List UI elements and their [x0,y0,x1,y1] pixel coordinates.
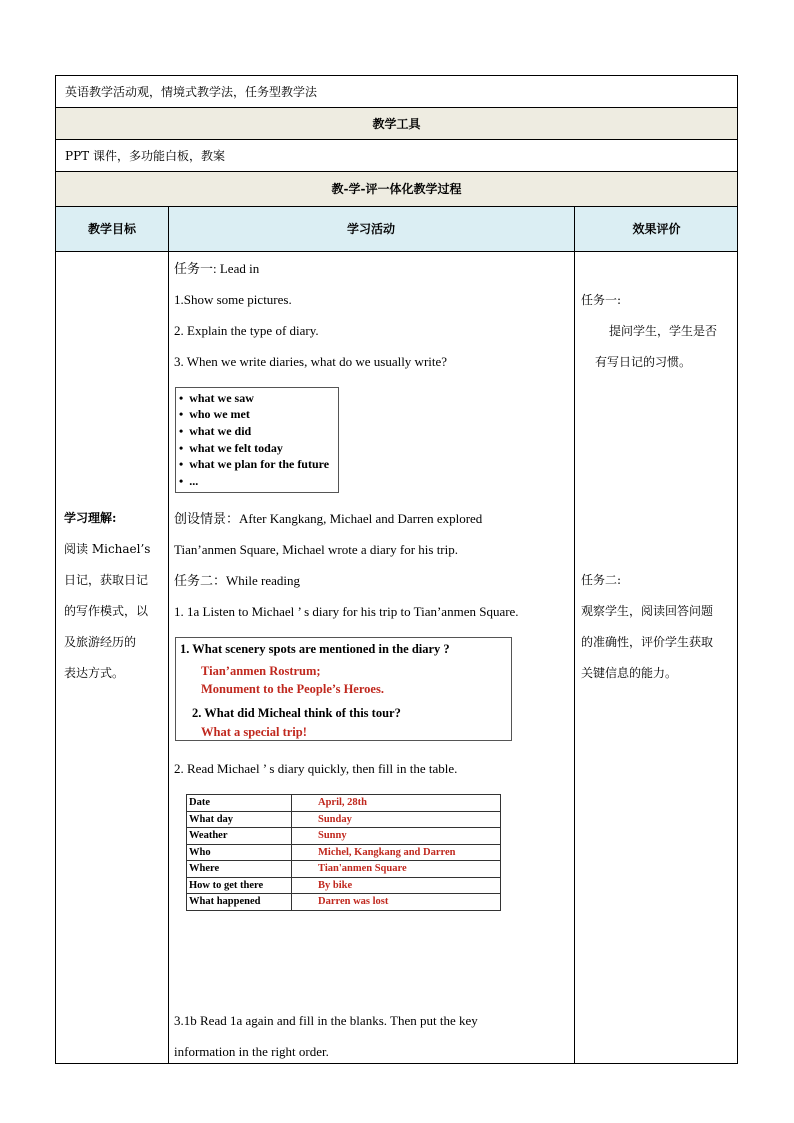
activity-column-header: 学习活动 [346,222,395,236]
eval-text: 关键信息的能力。 [581,666,678,680]
column-divider [574,252,575,1063]
goal-line: 表达方式。 [64,666,125,680]
activity-step: 2. Explain the type of diary. [174,323,319,338]
teaching-methods-text: 英语教学活动观，情境式教学法，任务型教学法 [65,85,318,99]
answer: Tian’anmen Rostrum; [201,664,321,678]
task2-title: 任务二：While reading [174,573,300,588]
table-key: Where [187,861,292,878]
diary-info-table [186,794,501,911]
answer: What a special trip! [201,725,307,739]
question: 1. What scenery spots are mentioned in the diary ? [180,642,450,656]
activity-step: 2. Read Michael ’ s diary quickly, then fill in the table. [174,761,458,776]
answer: Monument to the People’s Heroes. [201,682,384,696]
bullet-item: what we saw [189,391,254,405]
table-value: By bike [292,877,501,894]
activity-step: 3. When we write diaries, what do we usually write? [174,354,448,369]
teaching-methods-row [55,75,738,108]
table-value: Sunny [292,828,501,845]
table-key: How to get there [187,877,292,894]
goal-line: 阅读 Michael’s [64,542,151,556]
table-row [187,795,501,812]
column-divider [168,252,169,1063]
table-key: Weather [187,828,292,845]
bullet-item: who we met [189,407,250,421]
table-key: What day [187,811,292,828]
table-row [187,828,501,845]
table-value: Sunday [292,811,501,828]
teaching-tools-row [55,139,738,172]
table-value: April, 28th [292,795,501,812]
activity-step: 1. 1a Listen to Michael ’ s diary for his trip to Tian’anmen Square. [174,604,519,619]
eval-text: 观察学生，阅读回答问题 [581,604,714,618]
table-key: Who [187,844,292,861]
question-answer-box [175,637,512,741]
activity-step: 1.Show some pictures. [174,292,292,307]
scene-text: Tian’anmen Square, Michael wrote a diary for his trip. [174,542,459,557]
table-key: Date [187,795,292,812]
table-row [187,894,501,911]
scene-text: After Kangkang, Michael and Darren explored [239,511,483,526]
bullet-item: what we plan for the future [189,457,330,471]
activity-step: 3.1b Read 1a again and fill in the blanks. Then put the key [174,1013,478,1028]
table-row [187,877,501,894]
table-row [187,861,501,878]
eval-text: 的准确性，评价学生获取 [581,635,714,649]
column-header-row [55,206,738,252]
process-heading: 教-学-评一体化教学过程 [331,182,462,196]
goal-line: 及旅游经历的 [64,635,137,649]
eval-text: 提问学生，学生是否 [609,324,718,338]
process-heading-row [55,171,738,207]
goal-line: 日记，获取日记 [64,573,149,587]
table-row [187,844,501,861]
bullet-item: ... [189,474,199,488]
table-value: Darren was lost [292,894,501,911]
question: 2. What did Micheal think of this tour? [192,706,401,720]
goal-column-header: 教学目标 [87,222,136,236]
table-value: Michel, Kangkang and Darren [292,844,501,861]
teaching-tools-text: PPT 课件，多功能白板，教案 [65,149,225,163]
teaching-tools-heading: 教学工具 [372,117,421,131]
goal-title: 学习理解: [64,511,117,525]
teaching-tools-heading-row [55,107,738,140]
bullet-item: what we did [189,424,252,438]
table-key: What happened [187,894,292,911]
process-body-row [55,251,738,1064]
goal-line: 的写作模式，以 [64,604,149,618]
eval-text: 有写日记的习惯。 [595,355,692,369]
eval-task1-label: 任务一: [581,293,622,307]
eval-task2-label: 任务二: [581,573,622,587]
table-row [187,811,501,828]
scene-label: 创设情景： [174,511,240,526]
task1-title: 任务一: Lead in [174,261,260,276]
evaluation-column-header: 效果评价 [632,222,681,236]
bullet-item: what we felt today [189,441,283,455]
table-value: Tian'anmen Square [292,861,501,878]
diary-content-box: • what we saw • who we met • what we did • what we felt today • what we plan for the future • ... [175,387,339,493]
activity-step: information in the right order. [174,1044,329,1059]
